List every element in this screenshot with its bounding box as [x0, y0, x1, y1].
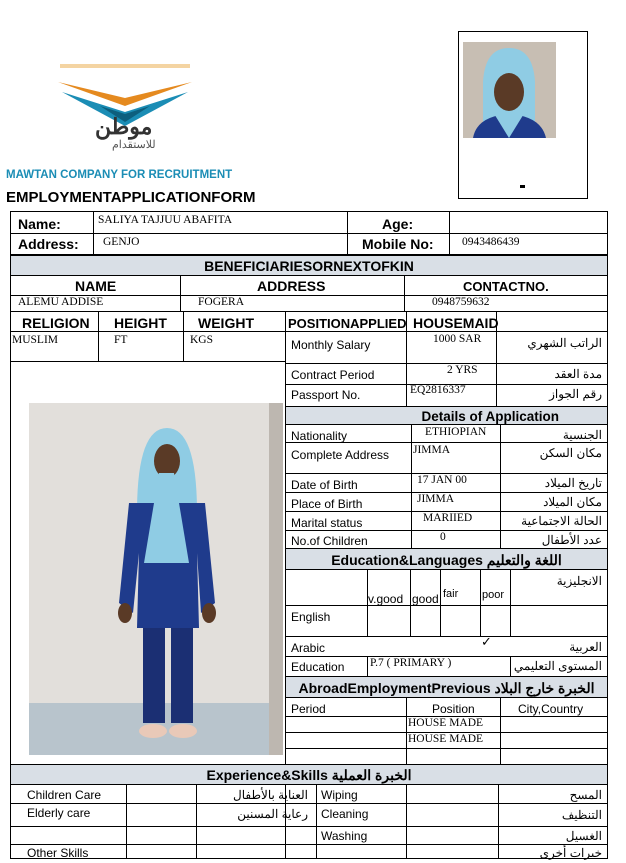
skill-children-care: Children Care	[27, 788, 102, 802]
skill-other: Other Skills	[27, 846, 89, 860]
address-value: GENJO	[103, 236, 140, 248]
salary-label: Monthly Salary	[291, 338, 371, 352]
abroad-row-2-position: HOUSE MADE	[408, 733, 484, 745]
kin-header-name: NAME	[75, 278, 117, 294]
kin-address-value: FOGERA	[198, 296, 245, 308]
name-value: SALIYA TAJJUU ABAFITA	[98, 214, 233, 226]
photo-frame-top	[458, 31, 588, 199]
skill-elderly-care: Elderly care	[27, 806, 91, 820]
skill-wiping: Wiping	[321, 788, 358, 802]
skill-washing-ar: الغسيل	[565, 829, 602, 843]
detail-dob-ar: تاريخ الميلاد	[544, 476, 602, 490]
kin-section-title: BENEFICIARIESORNEXTOFKIN	[10, 255, 608, 276]
weight-header: WEIGHT	[198, 315, 254, 331]
kin-header-contact: CONTACTNO.	[463, 279, 549, 294]
col-vgood: v.good	[368, 592, 404, 606]
skill-wiping-ar: المسح	[569, 788, 602, 802]
kin-header-address: ADDRESS	[257, 278, 326, 294]
detail-address-ar: مكان السكن	[539, 446, 602, 460]
kin-contact-value: 0948759632	[432, 296, 490, 308]
position-header: POSITIONAPPLIED	[288, 316, 407, 331]
applicant-full-photo	[29, 403, 283, 755]
detail-marital-value: MARIIED	[423, 512, 473, 524]
height-header: HEIGHT	[114, 315, 167, 331]
detail-address-label: Complete Address	[291, 448, 390, 462]
abroad-title: AbroadEmploymentPrevious	[298, 680, 491, 696]
detail-pob-label: Place of Birth	[291, 497, 363, 511]
education-label-ar: المستوى التعليمي	[513, 659, 602, 673]
detail-dob-label: Date of Birth	[291, 478, 358, 492]
arabic-label: Arabic	[291, 641, 326, 655]
english-label: English	[291, 610, 331, 624]
abroad-header-period: Period	[291, 702, 326, 716]
form-title: EMPLOYMENTAPPLICATIONFORM	[6, 189, 256, 206]
passport-label: Passport No.	[291, 388, 361, 402]
skill-cleaning: Cleaning	[321, 807, 369, 821]
abroad-row-1-position: HOUSE MADE	[408, 717, 484, 729]
education-title: Education&Languages	[331, 552, 483, 568]
religion-header: RELIGION	[22, 315, 90, 331]
height-value: FT	[114, 334, 128, 346]
detail-nationality-label: Nationality	[291, 429, 348, 443]
education-value: P.7 ( PRIMARY )	[370, 657, 452, 669]
weight-value: KGS	[190, 334, 214, 346]
company-name: MAWTAN COMPANY FOR RECRUITMENT	[6, 169, 233, 181]
arabic-label-ar: العربية	[569, 640, 602, 654]
skills-title-ar: الخبرة العملية	[331, 767, 412, 783]
photo-mark	[520, 185, 525, 188]
applicant-headshot	[463, 42, 556, 138]
education-title-band	[285, 548, 608, 570]
arabic-check: ✓	[481, 634, 492, 649]
age-label: Age:	[382, 216, 414, 232]
company-logo	[40, 62, 210, 157]
abroad-title-band	[285, 676, 608, 698]
passport-label-ar: رقم الجواز	[549, 387, 602, 401]
skills-title: Experience&Skills	[206, 767, 328, 783]
religion-value: MUSLIM	[12, 334, 59, 346]
detail-pob-value: JIMMA	[417, 493, 455, 505]
passport-value: EQ2816337	[410, 384, 466, 396]
salary-value: 1000 SAR	[433, 333, 482, 345]
detail-children-value: 0	[440, 531, 446, 543]
detail-dob-value: 17 JAN 00	[417, 474, 467, 486]
col-good: good	[412, 592, 439, 606]
position-value: HOUSEMAID	[413, 315, 499, 331]
contract-period-label: Contract Period	[291, 368, 375, 382]
detail-nationality-ar: الجنسية	[562, 428, 602, 442]
detail-children-ar: عدد الأطفال	[541, 533, 602, 547]
skill-other-ar: خبرات أخرى	[539, 846, 602, 860]
education-label: Education	[291, 660, 345, 674]
detail-pob-ar: مكان الميلاد	[543, 495, 602, 509]
skill-cleaning-ar: التنظيف	[561, 808, 602, 822]
education-title-ar: اللغة والتعليم	[486, 552, 562, 568]
detail-address-value: JIMMA	[413, 444, 451, 456]
detail-nationality-value: ETHIOPIAN	[425, 426, 487, 438]
detail-marital-ar: الحالة الاجتماعية	[521, 514, 602, 528]
detail-marital-label: Marital status	[291, 516, 363, 530]
col-poor: poor	[482, 589, 505, 601]
english-label-ar: الانجليزية	[556, 574, 602, 588]
logo-subtext-arabic: للاستقدام	[112, 139, 156, 151]
contract-period-label-ar: مدة العقد	[554, 367, 602, 381]
logo-text-arabic: موطن	[95, 114, 153, 139]
abroad-header-position: Position	[432, 702, 475, 716]
details-title: Details of Application	[285, 406, 608, 425]
abroad-title-ar: الخبرة خارج البلاد	[494, 680, 595, 696]
skill-washing: Washing	[321, 829, 368, 843]
skill-elderly-care-ar: رعاية المسنين	[237, 807, 308, 821]
skills-title-band	[10, 764, 608, 785]
detail-children-label: No.of Children	[291, 534, 368, 548]
col-fair: fair	[443, 588, 459, 600]
abroad-header-city: City,Country	[518, 702, 584, 716]
mobile-label: Mobile No:	[362, 236, 434, 252]
salary-label-ar: الراتب الشهري	[527, 336, 602, 350]
skill-children-care-ar: العناية بالأطفال	[233, 788, 308, 802]
address-label: Address:	[18, 236, 79, 252]
mobile-value: 0943486439	[462, 236, 520, 248]
kin-name-value: ALEMU ADDISE	[18, 296, 104, 308]
name-label: Name:	[18, 216, 61, 232]
contract-period-value: 2 YRS	[447, 364, 478, 376]
